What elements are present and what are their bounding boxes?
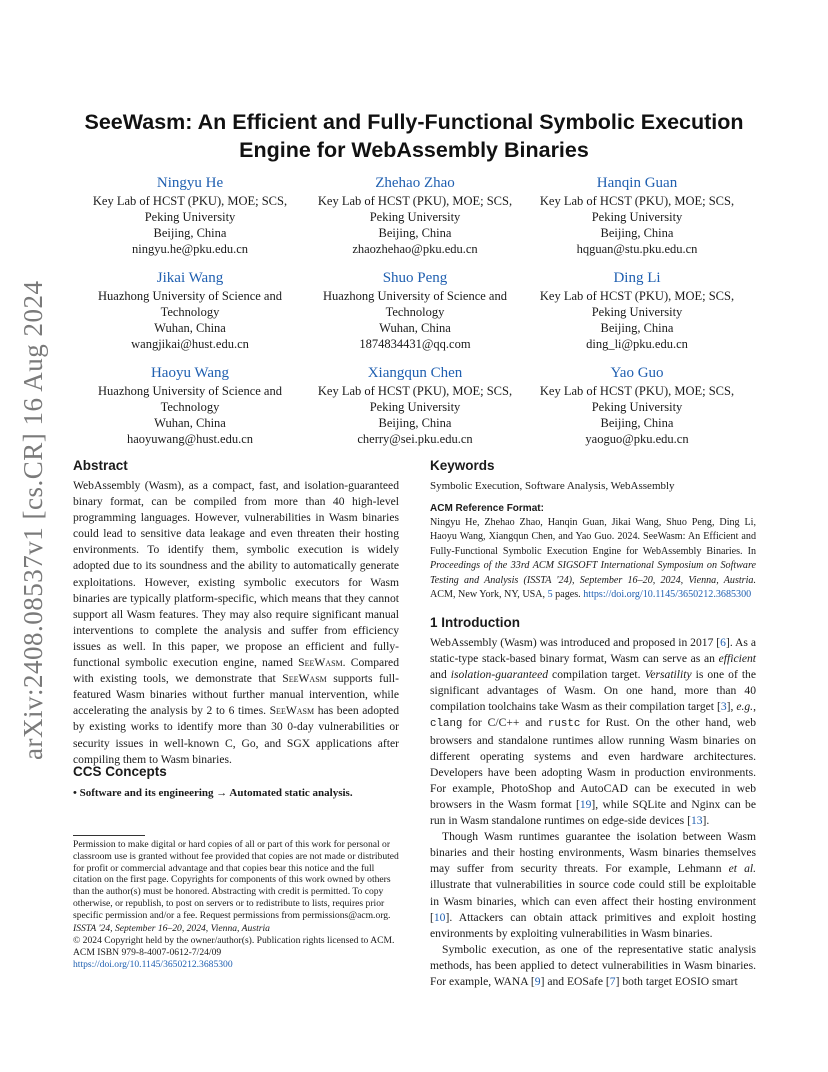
permission-footnote	[73, 839, 399, 971]
author-location: Beijing, China	[378, 416, 452, 430]
author-affiliation: Peking University	[369, 400, 461, 414]
author-affiliation: Peking University	[369, 210, 461, 224]
author-affiliation: Technology	[385, 305, 445, 319]
author-email[interactable]: ningyu.he@pku.edu.cn	[131, 242, 248, 256]
abstract-text-part: . Compared with existing tools, we demonstrate that	[73, 656, 399, 686]
paragraph-text: and	[430, 668, 451, 682]
citation-link[interactable]: 10	[433, 910, 446, 924]
author-affiliation: Peking University	[144, 210, 236, 224]
paragraph-text: ] and EOSafe [	[540, 974, 610, 988]
author-block	[80, 269, 300, 352]
author-affiliation: Technology	[160, 400, 220, 414]
acm-reference-heading: ACM Reference Format:	[430, 503, 544, 514]
paragraph-text: Though Wasm runtimes guarantee the isolation between Wasm binaries and their hosting environments, Wasm binaries themselves may suffer from security threats. For example, Lehmann	[430, 830, 756, 876]
author-affiliation: Key Lab of HCST (PKU), MOE; SCS,	[317, 384, 513, 398]
copyright-line: © 2024 Copyright held by the owner/author(s). Publication rights licensed to ACM.	[73, 935, 395, 947]
paragraph-text: for Rust. On the other hand, web browsers and standalone runtimes allow running Wasm binaries on different operating systems and even hardware architectures. Developers have been adopting Wasm in production environments. For example, PhotoShop and AutoCAD can be executed in web browsers in the Wasm format [	[430, 716, 757, 811]
author-email[interactable]: haoyuwang@hust.edu.cn	[126, 432, 254, 446]
keywords-heading: Keywords	[430, 458, 495, 473]
paper-title: SeeWasm: An Efficient and Fully-Functional Symbolic Execution Engine for WebAssembly Binaries	[84, 110, 744, 162]
author-block	[80, 174, 300, 257]
author-name[interactable]: Haoyu Wang	[150, 365, 230, 381]
introduction-section	[430, 614, 756, 990]
tool-name: SeeWasm	[298, 656, 343, 670]
conference-venue: ISSTA '24, September 16–20, 2024, Vienna, Austria	[73, 922, 270, 934]
arxiv-identifier: arXiv:2408.08537v1 [cs.CR] 16 Aug 2024	[18, 280, 48, 760]
emphasis-text: Versatility	[644, 668, 692, 682]
paragraph-text: for C/C++ and	[462, 716, 548, 730]
code-term: clang	[430, 718, 463, 731]
author-name[interactable]: Zhehao Zhao	[375, 175, 455, 191]
author-affiliation: Huazhong University of Science and	[98, 384, 282, 398]
author-location: Wuhan, China	[154, 321, 226, 335]
citation-link[interactable]: 7	[609, 974, 616, 988]
pages-link[interactable]: 5	[547, 589, 553, 601]
citation-link[interactable]: 6	[720, 636, 726, 649]
abstract-text	[73, 478, 399, 768]
abstract-heading: Abstract	[73, 458, 128, 473]
author-email[interactable]: yaoguo@pku.edu.cn	[585, 432, 689, 446]
author-affiliation: Key Lab of HCST (PKU), MOE; SCS,	[317, 194, 513, 208]
reference-part: ACM, New York, NY, USA,	[430, 589, 548, 601]
author-affiliation: Key Lab of HCST (PKU), MOE; SCS,	[539, 194, 735, 208]
paragraph-text: ]. As a static-type stack-based binary format, Wasm can serve as an	[430, 636, 756, 666]
author-block	[305, 364, 525, 447]
author-name[interactable]: Ningyu He	[156, 175, 224, 191]
intro-paragraph-1	[430, 635, 756, 829]
author-email[interactable]: hqguan@stu.pku.edu.cn	[576, 242, 698, 256]
tool-name: SeeWasm	[269, 704, 315, 718]
emphasis-text: isolation-guaranteed	[450, 668, 549, 682]
author-name[interactable]: Ding Li	[613, 270, 661, 286]
abstract-section	[73, 457, 399, 768]
author-block	[527, 269, 747, 352]
author-block	[527, 174, 747, 257]
author-location: Wuhan, China	[154, 416, 226, 430]
author-email[interactable]: ding_li@pku.edu.cn	[586, 337, 688, 351]
paragraph-text: ],	[726, 700, 737, 714]
doi-link[interactable]: https://doi.org/10.1145/3650212.3685300	[73, 958, 233, 970]
paragraph-text: is one of the significant advantages of Wasm. On one hand, more than 40 compilation toolchains take Wasm as their compilation target [	[430, 668, 756, 714]
paragraph-text: ].	[702, 814, 710, 828]
emphasis-text: efficient	[718, 652, 756, 666]
intro-paragraph-3	[430, 942, 756, 990]
author-email[interactable]: zhaozhehao@pku.edu.cn	[352, 242, 478, 256]
author-affiliation: Peking University	[591, 305, 683, 319]
paragraph-text: ] both target EOSIO smart	[615, 974, 738, 988]
author-name[interactable]: Shuo Peng	[382, 270, 448, 286]
footnote-rule	[73, 835, 145, 836]
author-email[interactable]: cherry@sei.pku.edu.cn	[357, 432, 473, 446]
author-affiliation: Peking University	[591, 210, 683, 224]
paragraph-text: ], while SQLite and Nginx can be run in Wasm standalone runtimes on edge-side devices [	[430, 797, 756, 828]
acm-reference-text	[430, 516, 756, 602]
author-location: Beijing, China	[600, 226, 674, 240]
paragraph-text: compilation target.	[548, 668, 645, 682]
author-block	[80, 364, 300, 447]
permission-text: Permission to make digital or hard copies of all or part of this work for personal or classroom use is granted without fee provided that copies are not made or distributed for profit or commercial advantage and that copies bear this notice and the full citation on the first page. Copyrights for components of this work owned by others than the author(s) must be honored. Abstracting with credit is permitted. To copy otherwise, or republish, to post on servers or to redistribute to lists, requires prior specific permission and/or a fee. Request permissions from permissions@acm.org.	[73, 839, 399, 921]
ccs-section	[73, 763, 399, 801]
author-name[interactable]: Xiangqun Chen	[367, 365, 463, 381]
paragraph-text: ,	[753, 700, 756, 714]
author-location: Beijing, China	[378, 226, 452, 240]
paragraph-text: Symbolic execution, as one of the representative static analysis methods, has been applied to detect vulnerabilities in Wasm binaries. For example, WANA [	[430, 942, 756, 988]
author-email[interactable]: 1874834431@qq.com	[359, 337, 471, 351]
introduction-heading: 1 Introduction	[430, 615, 520, 630]
abstract-text-part: supports full-featured Wasm binaries without further manual intervention, while accelerating the analysis by 2 to 6 times.	[73, 672, 399, 718]
isbn-line: ACM ISBN 979-8-4007-0612-7/24/09	[73, 947, 222, 959]
author-affiliation: Peking University	[591, 400, 683, 414]
paragraph-text: WebAssembly (Wasm) was introduced and proposed in 2017 [	[430, 636, 721, 649]
author-block	[305, 269, 525, 352]
paragraph-text: ]. Attackers can obtain attack primitives and exploit hosting environments by exploiting vulnerabilities in Wasm binaries.	[430, 910, 756, 940]
author-affiliation: Key Lab of HCST (PKU), MOE; SCS,	[92, 194, 288, 208]
author-location: Beijing, China	[600, 416, 674, 430]
author-block	[305, 174, 525, 257]
author-block	[527, 364, 747, 447]
author-name[interactable]: Yao Guo	[610, 365, 664, 381]
reference-venue: Proceedings of the 33rd ACM SIGSOFT International Symposium on Software Testing and Analysis (ISSTA '24), September 16–20, 2024, Vienna, Austria.	[430, 560, 756, 586]
author-affiliation: Huazhong University of Science and	[98, 289, 282, 303]
reference-part: pages.	[552, 589, 584, 601]
paragraph-text: illustrate that vulnerabilities in source code could still be exploitable in Wasm binaries, which can even affect their hosting environment [	[430, 878, 756, 924]
author-affiliation: Huazhong University of Science and	[323, 289, 507, 303]
emphasis-text: et al.	[728, 862, 756, 876]
citation-link[interactable]: 9	[534, 974, 541, 988]
keywords-section	[430, 457, 756, 494]
citation-link[interactable]: 3	[720, 700, 727, 714]
acm-reference-section	[430, 502, 756, 602]
author-location: Beijing, China	[600, 321, 674, 335]
tool-name: SeeWasm	[282, 672, 327, 686]
abstract-text-part: has been adopted by existing works to identify more than 30 0-day vulnerabilities or security issues in well-known C, Go, and SGX applications after compiling them to Wasm binaries.	[73, 704, 399, 766]
abstract-text-part: WebAssembly (Wasm), as a compact, fast, and isolation-guaranteed binary format, can be compiled from more than 40 high-level programming languages. However, vulnerabilities in Wasm binaries could lead to sensitive data leakage and even threaten their hosting environments. To identify them, symbolic execution is widely adopted due to its soundness and the ability to automatically generate exploitations. However, existing symbolic executors for Wasm binaries are typically platform-specific, which means that they cannot support all Wasm features. They may also require significant manual interventions to complete the analysis and suffer from efficiency issues as well. In this paper, we propose an efficient and fully-functional symbolic execution engine, named	[73, 479, 399, 670]
ccs-heading: CCS Concepts	[73, 764, 167, 779]
reference-doi-link[interactable]: https://doi.org/10.1145/3650212.3685300	[583, 589, 752, 601]
author-location: Wuhan, China	[379, 321, 451, 335]
author-name[interactable]: Hanqin Guan	[596, 175, 678, 191]
author-affiliation: Key Lab of HCST (PKU), MOE; SCS,	[539, 384, 735, 398]
author-location: Beijing, China	[153, 226, 227, 240]
citation-link[interactable]: 19	[579, 797, 592, 811]
author-affiliation: Key Lab of HCST (PKU), MOE; SCS,	[539, 289, 735, 303]
author-name[interactable]: Jikai Wang	[156, 270, 224, 286]
emphasis-text: e.g.	[736, 700, 754, 714]
ccs-concepts: • Software and its engineering → Automated static analysis.	[73, 787, 353, 799]
keywords-text: Symbolic Execution, Software Analysis, WebAssembly	[430, 480, 675, 492]
reference-part: Ningyu He, Zhehao Zhao, Hanqin Guan, Jikai Wang, Shuo Peng, Ding Li, Haoyu Wang, Xiangqun Chen, and Yao Guo. 2024. SeeWasm: An Efficient and Fully-Functional Symbolic Execution Engine for WebAssembly Binaries. In	[430, 517, 756, 557]
author-affiliation: Technology	[160, 305, 220, 319]
intro-paragraph-2	[430, 829, 756, 942]
author-email[interactable]: wangjikai@hust.edu.cn	[131, 337, 249, 351]
code-term: rustc	[547, 718, 581, 731]
citation-link[interactable]: 13	[690, 814, 703, 828]
